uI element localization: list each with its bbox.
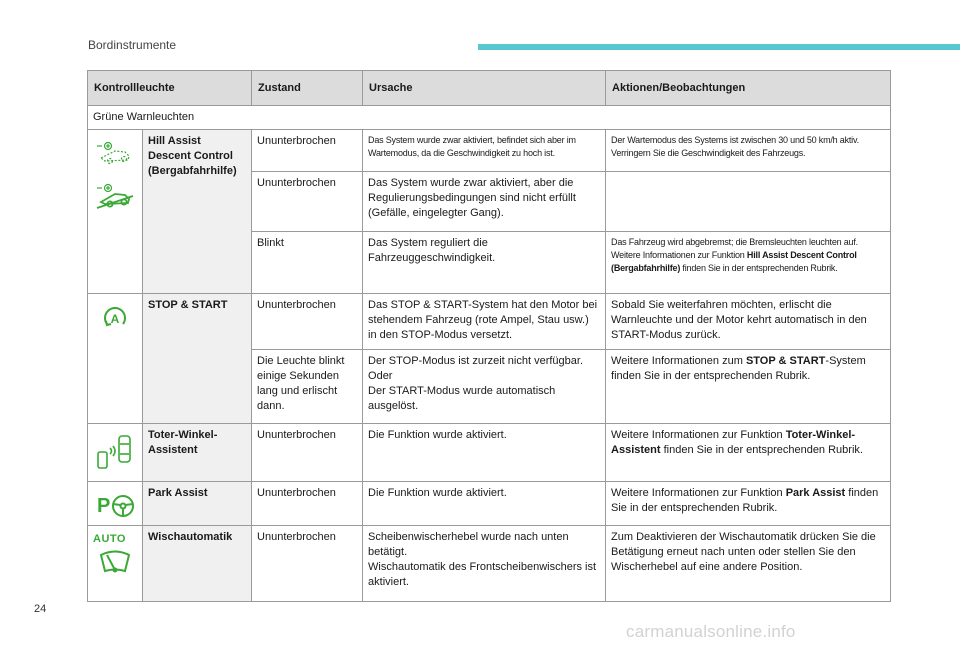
table-row — [88, 130, 891, 172]
action-text: Weitere Informationen zur Funktion — [611, 429, 786, 441]
action-cell: Der Wartemodus des Systems ist zwischen 30 und 50 km/h aktiv. Verringern Sie die Geschwindigkeit des Fahrzeugs. — [606, 130, 891, 172]
state-cell: Ununterbrochen — [252, 294, 363, 350]
cause-cell: Die Funktion wurde aktiviert. — [363, 482, 606, 526]
state-cell: Ununterbrochen — [252, 526, 363, 602]
park-assist-name: Park Assist — [143, 482, 252, 526]
action-text: finden Sie in der entsprechenden Rubrik. — [660, 444, 863, 456]
cause-line: Der START-Modus wurde automatisch ausgelöst. — [368, 385, 556, 412]
action-text: finden Sie in der entsprechenden Rubrik. — [680, 263, 838, 273]
park-assist-icon-cell — [88, 482, 143, 526]
auto-wiper-icon-cell — [88, 526, 143, 602]
hill-descent-outline-icon — [95, 140, 135, 166]
cause-cell — [363, 526, 606, 602]
svg-text:P: P — [97, 495, 111, 517]
cause-cell: Die Funktion wurde aktiviert. — [363, 424, 606, 482]
section-title: Bordinstrumente — [88, 38, 177, 52]
svg-text:A: A — [110, 312, 120, 326]
cause-line: Der STOP-Modus ist zurzeit nicht verfügbar. — [368, 355, 584, 367]
state-cell: Ununterbrochen — [252, 130, 363, 172]
hill-descent-icon — [95, 182, 135, 210]
cause-cell: Das System wurde zwar aktiviert, aber die Regulierungsbedingungen sind nicht erfüllt (Gefälle, eingelegter Gang). — [363, 172, 606, 232]
action-cell: Zum Deaktivieren der Wischautomatik drücken Sie die Betätigung erneut nach unten oder stellen Sie den Wischerhebel auf eine andere Position. — [606, 526, 891, 602]
action-link-name: Toter-Winkel-Assistent — [611, 429, 856, 456]
state-cell: Blinkt — [252, 232, 363, 294]
cause-cell: Das STOP & START-System hat den Motor bei stehendem Fahrzeug (rote Ampel, Stau usw.) in den STOP-Modus versetzt. — [363, 294, 606, 350]
table-row — [88, 526, 891, 602]
stop-start-icon-cell — [88, 294, 143, 424]
state-cell: Ununterbrochen — [252, 172, 363, 232]
group-label: Grüne Warnleuchten — [88, 106, 891, 130]
action-text: -System finden Sie in der entsprechenden Rubrik. — [611, 355, 866, 382]
hill-assist-name: Hill Assist Descent Control (Bergabfahrhilfe) — [143, 130, 252, 294]
action-text: Weitere Informationen zum — [611, 355, 746, 367]
state-cell: Die Leuchte blinkt einige Sekunden lang und erlischt dann. — [252, 350, 363, 424]
cause-line: Scheibenwischerhebel wurde nach unten betätigt. — [368, 531, 569, 558]
hill-assist-icons — [88, 130, 143, 294]
action-link-name: Hill Assist Descent Control (Bergabfahrhilfe) — [611, 250, 857, 273]
action-cell — [606, 482, 891, 526]
column-header-kontrollleuchte: Kontrollleuchte — [88, 71, 252, 106]
watermark: carmanualsonline.info — [626, 622, 796, 641]
action-text: finden Sie in der entsprechenden Rubrik. — [611, 487, 879, 514]
group-row — [88, 106, 891, 130]
cause-line: Oder — [368, 370, 393, 382]
action-cell — [606, 350, 891, 424]
action-cell — [606, 424, 891, 482]
action-link-name: STOP & START — [745, 355, 826, 367]
cause-cell: Das System reguliert die Fahrzeuggeschwindigkeit. — [363, 232, 606, 294]
table-row — [88, 482, 891, 526]
blind-spot-name: Toter-Winkel-Assistent — [143, 424, 252, 482]
action-cell — [606, 232, 891, 294]
column-header-aktionen: Aktionen/Beobachtungen — [606, 71, 891, 106]
cause-cell: Das System wurde zwar aktiviert, befindet sich aber im Wartemodus, da die Geschwindigkeit zu hoch ist. — [363, 130, 606, 172]
action-cell: Sobald Sie weiterfahren möchten, erlischt die Warnleuchte und der Motor kehrt automatisch in den START-Modus zurück. — [606, 294, 891, 350]
warning-lights-table — [87, 70, 891, 602]
column-header-ursache: Ursache — [363, 71, 606, 106]
park-assist-icon — [95, 492, 135, 520]
auto-wiper-icon — [98, 549, 132, 575]
page-number: 24 — [34, 603, 47, 615]
state-cell: Ununterbrochen — [252, 424, 363, 482]
cause-cell — [363, 350, 606, 424]
stop-start-icon — [101, 304, 129, 332]
action-link-name: Park Assist — [785, 487, 846, 499]
action-text: Das Fahrzeug wird abgebremst; die Bremsleuchten leuchten auf. Weitere Informationen zur Funktion — [611, 237, 858, 260]
table-row — [88, 424, 891, 482]
state-cell: Ununterbrochen — [252, 482, 363, 526]
accent-bar — [478, 44, 960, 50]
table-header-row — [88, 71, 891, 106]
table-row — [88, 294, 891, 350]
cause-line: Wischautomatik des Frontscheibenwischers ist aktiviert. — [368, 561, 597, 588]
blind-spot-icon-cell — [88, 424, 143, 482]
blind-spot-icon — [95, 434, 135, 470]
auto-wiper-icon-label: AUTO — [93, 533, 126, 545]
action-cell — [606, 172, 891, 232]
stop-start-name: STOP & START — [143, 294, 252, 424]
action-text: Weitere Informationen zur Funktion — [611, 487, 786, 499]
column-header-zustand: Zustand — [252, 71, 363, 106]
auto-wiper-name: Wischautomatik — [143, 526, 252, 602]
